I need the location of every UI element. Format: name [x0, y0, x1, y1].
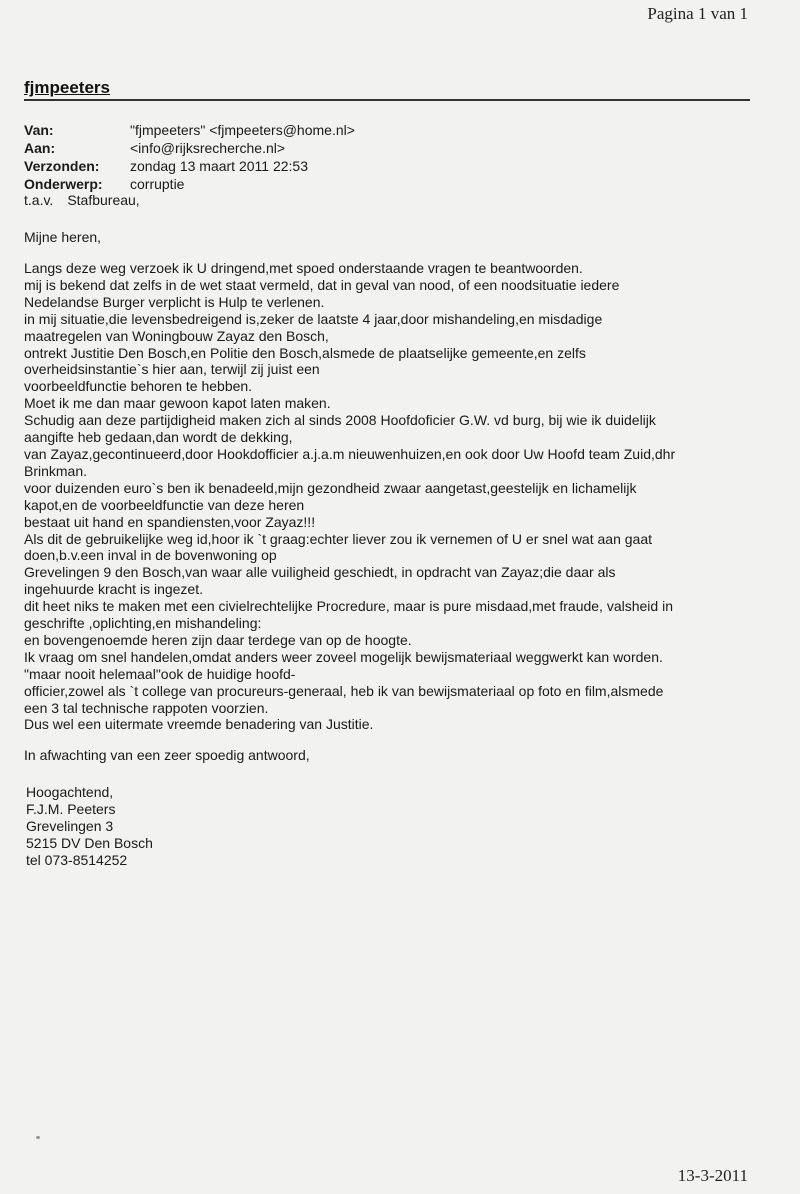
page-number: Pagina 1 van 1 — [647, 4, 748, 23]
header-label: Verzonden: — [24, 158, 100, 174]
body-line: Brinkman. — [24, 462, 88, 479]
body-line: een 3 tal technische rappoten voorzien. — [24, 699, 269, 716]
body-line: aangifte heb gedaan,dan wordt de dekking, — [24, 429, 293, 446]
body-line: voor duizenden euro`s ben ik benadeeld,mijn gezondheid zwaar aangetast,geestelijk en lichamelijk — [24, 479, 637, 496]
header-label: Van: — [24, 122, 54, 138]
header-row-from — [24, 121, 355, 139]
signature-line: Grevelingen 3 — [26, 818, 114, 834]
signature-block — [26, 784, 153, 869]
body-line: in mij situatie,die levensbedreigend is,zeker de laatste 4 jaar,door mishandeling,en misdadige — [24, 310, 603, 327]
attention-line — [24, 191, 140, 209]
body-line: van Zayaz,gecontinueerd,door Hookdofficier a.j.a.m nieuwenhuizen,en ook door Uw Hoofd team Zuid,dhr — [24, 445, 676, 462]
body-line: kapot,en de voorbeeldfunctie van deze heren — [24, 496, 305, 513]
body-line: Schudig aan deze partijdigheid maken zich al sinds 2008 Hoofdoficier G.W. vd burg, bij wie ik duidelijk — [24, 412, 656, 429]
scan-speck — [36, 1136, 40, 1139]
body-line: Als dit de gebruikelijke weg id,hoor ik `t graag:echter liever zou ik vernemen of U er snel wat aan gaat — [24, 530, 652, 547]
body-line: ontrekt Justitie Den Bosch,en Politie den Bosch,alsmede de plaatselijke gemeente,en zelfs — [24, 344, 586, 361]
body-line: geschrifte ,oplichting,en mishandeling: — [24, 615, 262, 632]
header-value-sent: zondag 13 maart 2011 22:53 — [130, 158, 308, 174]
body-line: "maar nooit helemaal"ook de huidige hoofd- — [24, 665, 296, 682]
header-label: Aan: — [24, 140, 56, 156]
signature-line: Hoogachtend, — [26, 784, 114, 800]
date-stamp: 13-3-2011 — [677, 1166, 748, 1185]
header-row-sent — [24, 157, 355, 175]
body-line: Dus wel een uitermate vreemde benadering van Justitie. — [24, 716, 374, 733]
body-line: Nedelandse Burger verplicht is Hulp te verlenen. — [24, 293, 325, 310]
attention-value: Stafbureau, — [67, 192, 140, 208]
signature-line: 5215 DV Den Bosch — [26, 835, 153, 851]
sender-title: fjmpeeters — [24, 78, 110, 97]
body-line: bestaat uit hand en spandiensten,voor Zayaz!!! — [24, 513, 316, 530]
signature-line: F.J.M. Peeters — [26, 801, 116, 817]
body-line: dit heet niks te maken met een civielrechtelijke Procredure, maar is pure misdaad,met fraude, valsheid in — [24, 598, 673, 615]
signature-line: tel 073-8514252 — [26, 852, 128, 868]
header-label: Onderwerp: — [24, 176, 103, 192]
body-line: doen,b.v.een inval in de bovenwoning op — [24, 547, 277, 564]
body-line: Grevelingen 9 den Bosch,van waar alle vuiligheid geschiedt, in opdracht van Zayaz;die daar als — [24, 564, 616, 581]
header-row-to — [24, 139, 355, 157]
body-line: Langs deze weg verzoek ik U dringend,met spoed onderstaande vragen te beantwoorden. — [24, 260, 583, 276]
header-value-subject: corruptie — [130, 176, 185, 192]
body-line: mij is bekend dat zelfs in de wet staat vermeld, dat in geval van nood, of een noodsituatie iedere — [24, 276, 620, 293]
header-value-from: "fjmpeeters" <fjmpeeters@home.nl> — [130, 122, 355, 138]
closing-line: In afwachting van een zeer spoedig antwoord, — [24, 747, 310, 763]
body-line: maatregelen van Woningbouw Zayaz den Bosch, — [24, 327, 329, 344]
attention-label: t.a.v. — [24, 192, 54, 208]
body-line: Ik vraag om snel handelen,omdat anders weer zoveel mogelijk bewijsmateriaal weggwerkt kan worden. — [24, 648, 663, 665]
title-divider — [24, 99, 750, 101]
body-line: en bovengenoemde heren zijn daar terdege van op de hoogte. — [24, 631, 412, 648]
body-line: overheidsinstantie`s hier aan, terwijl zij juist een — [24, 361, 320, 378]
greeting: Mijne heren, — [24, 229, 102, 245]
header-value-to: <info@rijksrecherche.nl> — [130, 140, 286, 156]
letter-body — [24, 260, 764, 733]
body-line: officier,zowel als `t college van procureurs-generaal, heb ik van bewijsmateriaal op foto en film,alsmede — [24, 682, 664, 699]
email-headers — [24, 121, 355, 193]
body-line: voorbeeldfunctie behoren te hebben. — [24, 378, 253, 395]
body-line: Moet ik me dan maar gewoon kapot laten maken. — [24, 395, 331, 412]
body-line: ingehuurde kracht is ingezet. — [24, 581, 203, 598]
